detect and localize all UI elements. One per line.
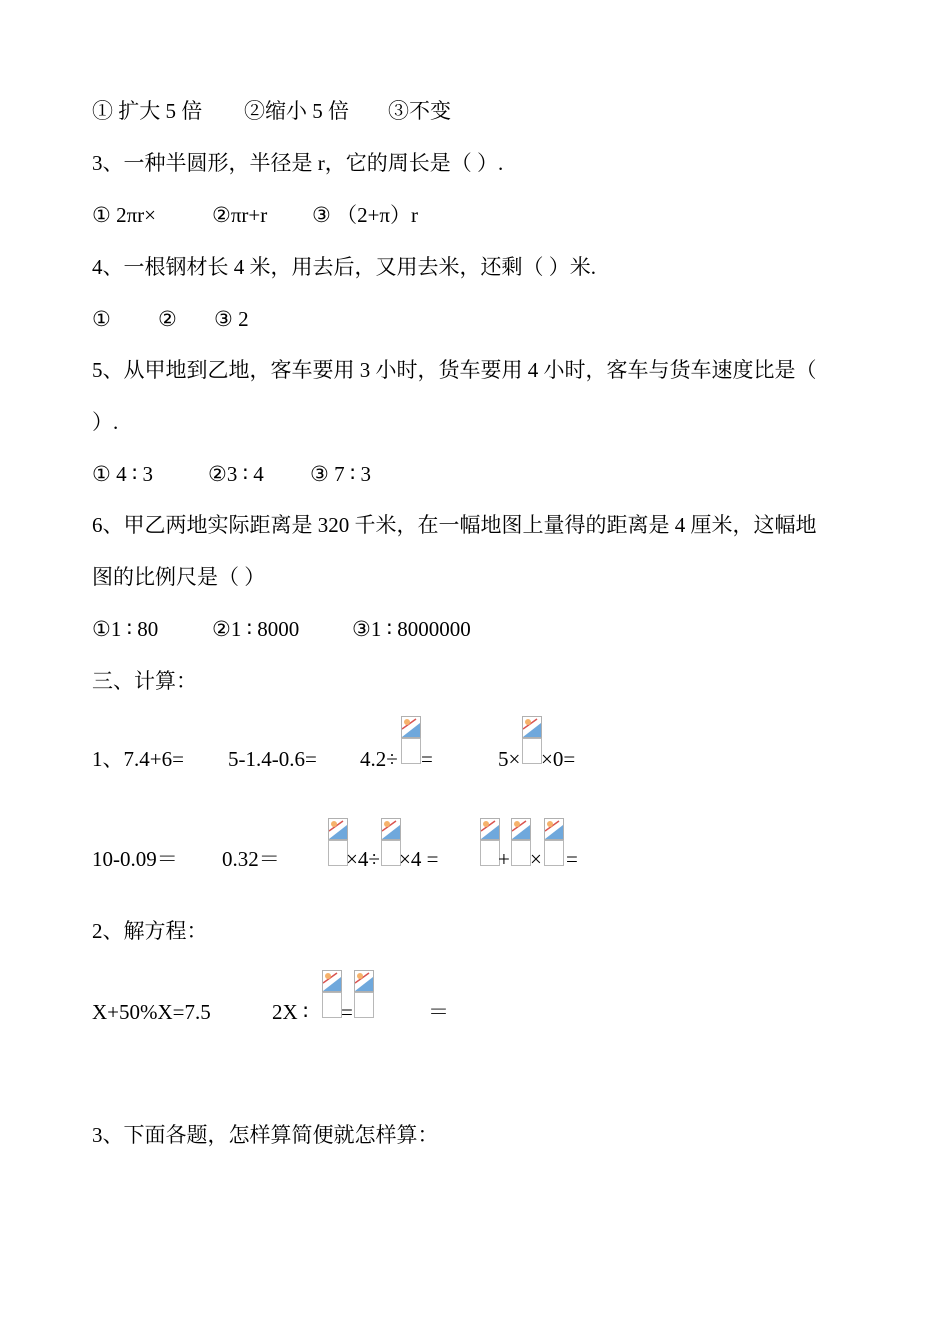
equation-a: X+50%X=7.5 bbox=[92, 1000, 211, 1024]
calc2-d-op2: × bbox=[530, 847, 542, 871]
simplify-title: 3、下面各题，怎样算简便就怎样算： bbox=[92, 1123, 439, 1147]
calc1-b: 5-1.4-0.6= bbox=[228, 747, 317, 771]
q5-option-3: ③ 7 ∶ 3 bbox=[310, 462, 372, 486]
q5-stem-continued: ）. bbox=[92, 410, 119, 434]
calc1-c-prefix: 4.2÷ bbox=[360, 747, 398, 771]
q2-option-1: ① 扩大 5 倍 bbox=[92, 99, 203, 123]
fraction-image-placeholder bbox=[511, 818, 531, 866]
q4-option-1: ① bbox=[92, 307, 111, 331]
calc1-d-suffix: ×0= bbox=[541, 747, 576, 771]
broken-image-icon bbox=[523, 717, 541, 737]
q2-option-3: ③不变 bbox=[388, 99, 451, 123]
broken-image-icon bbox=[323, 971, 341, 991]
broken-image-icon bbox=[329, 819, 347, 839]
q5-option-1: ① 4 ∶ 3 bbox=[92, 462, 154, 486]
q3-stem: 3、一种半圆形，半径是 r，它的周长是（ ）. bbox=[92, 151, 504, 175]
fraction-image-placeholder bbox=[322, 970, 342, 1018]
q4-option-3: ③ 2 bbox=[214, 307, 249, 331]
q4-stem: 4、一根钢材长 4 米，用去后，又用去米，还剩（ ）米. bbox=[92, 255, 596, 279]
calc1-c-suffix: = bbox=[421, 747, 433, 771]
calc1-a: 1、7.4+6= bbox=[92, 747, 184, 771]
q6-stem: 6、甲乙两地实际距离是 320 千米，在一幅地图上量得的距离是 4 厘米，这幅地 bbox=[92, 513, 817, 537]
q6-option-3: ③1 ∶ 8000000 bbox=[352, 617, 471, 641]
q6-option-1: ①1 ∶ 80 bbox=[92, 617, 159, 641]
equation-c: ＝ bbox=[428, 1000, 449, 1024]
broken-image-icon bbox=[382, 819, 400, 839]
calc2-c-mid1: ×4÷ bbox=[346, 847, 380, 871]
section-3-title: 三、计算： bbox=[92, 669, 197, 693]
fraction-image-placeholder bbox=[480, 818, 500, 866]
q3-option-3: ③ （2+π）r bbox=[312, 203, 419, 227]
calc2-d-suffix: = bbox=[566, 847, 578, 871]
fraction-image-placeholder bbox=[328, 818, 348, 866]
fraction-image-placeholder bbox=[544, 818, 564, 866]
broken-image-icon bbox=[355, 971, 373, 991]
calc2-c-mid2: ×4 = bbox=[399, 847, 439, 871]
equation-b-equals: = bbox=[341, 1000, 353, 1024]
calc2-a: 10-0.09＝ bbox=[92, 847, 178, 871]
equations-title: 2、解方程： bbox=[92, 919, 208, 943]
q6-stem-continued: 图的比例尺是（ ） bbox=[92, 565, 266, 589]
q3-option-2: ②πr+r bbox=[212, 203, 268, 227]
calc2-d-op1: + bbox=[498, 847, 510, 871]
equation-b-prefix: 2X ∶ bbox=[272, 1000, 309, 1024]
broken-image-icon bbox=[512, 819, 530, 839]
q2-option-2: ②缩小 5 倍 bbox=[244, 99, 349, 123]
q5-stem: 5、从甲地到乙地，客车要用 3 小时，货车要用 4 小时，客车与货车速度比是（ bbox=[92, 358, 817, 382]
fraction-image-placeholder bbox=[381, 818, 401, 866]
fraction-image-placeholder bbox=[354, 970, 374, 1018]
q6-option-2: ②1 ∶ 8000 bbox=[212, 617, 300, 641]
q4-option-2: ② bbox=[158, 307, 177, 331]
broken-image-icon bbox=[481, 819, 499, 839]
q5-option-2: ②3 ∶ 4 bbox=[208, 462, 264, 486]
fraction-image-placeholder bbox=[401, 716, 421, 764]
calc1-d-prefix: 5× bbox=[498, 747, 521, 771]
q3-option-1: ① 2πr× bbox=[92, 203, 157, 227]
broken-image-icon bbox=[402, 717, 420, 737]
calc2-b: 0.32＝ bbox=[222, 847, 280, 871]
broken-image-icon bbox=[545, 819, 563, 839]
fraction-image-placeholder bbox=[522, 716, 542, 764]
